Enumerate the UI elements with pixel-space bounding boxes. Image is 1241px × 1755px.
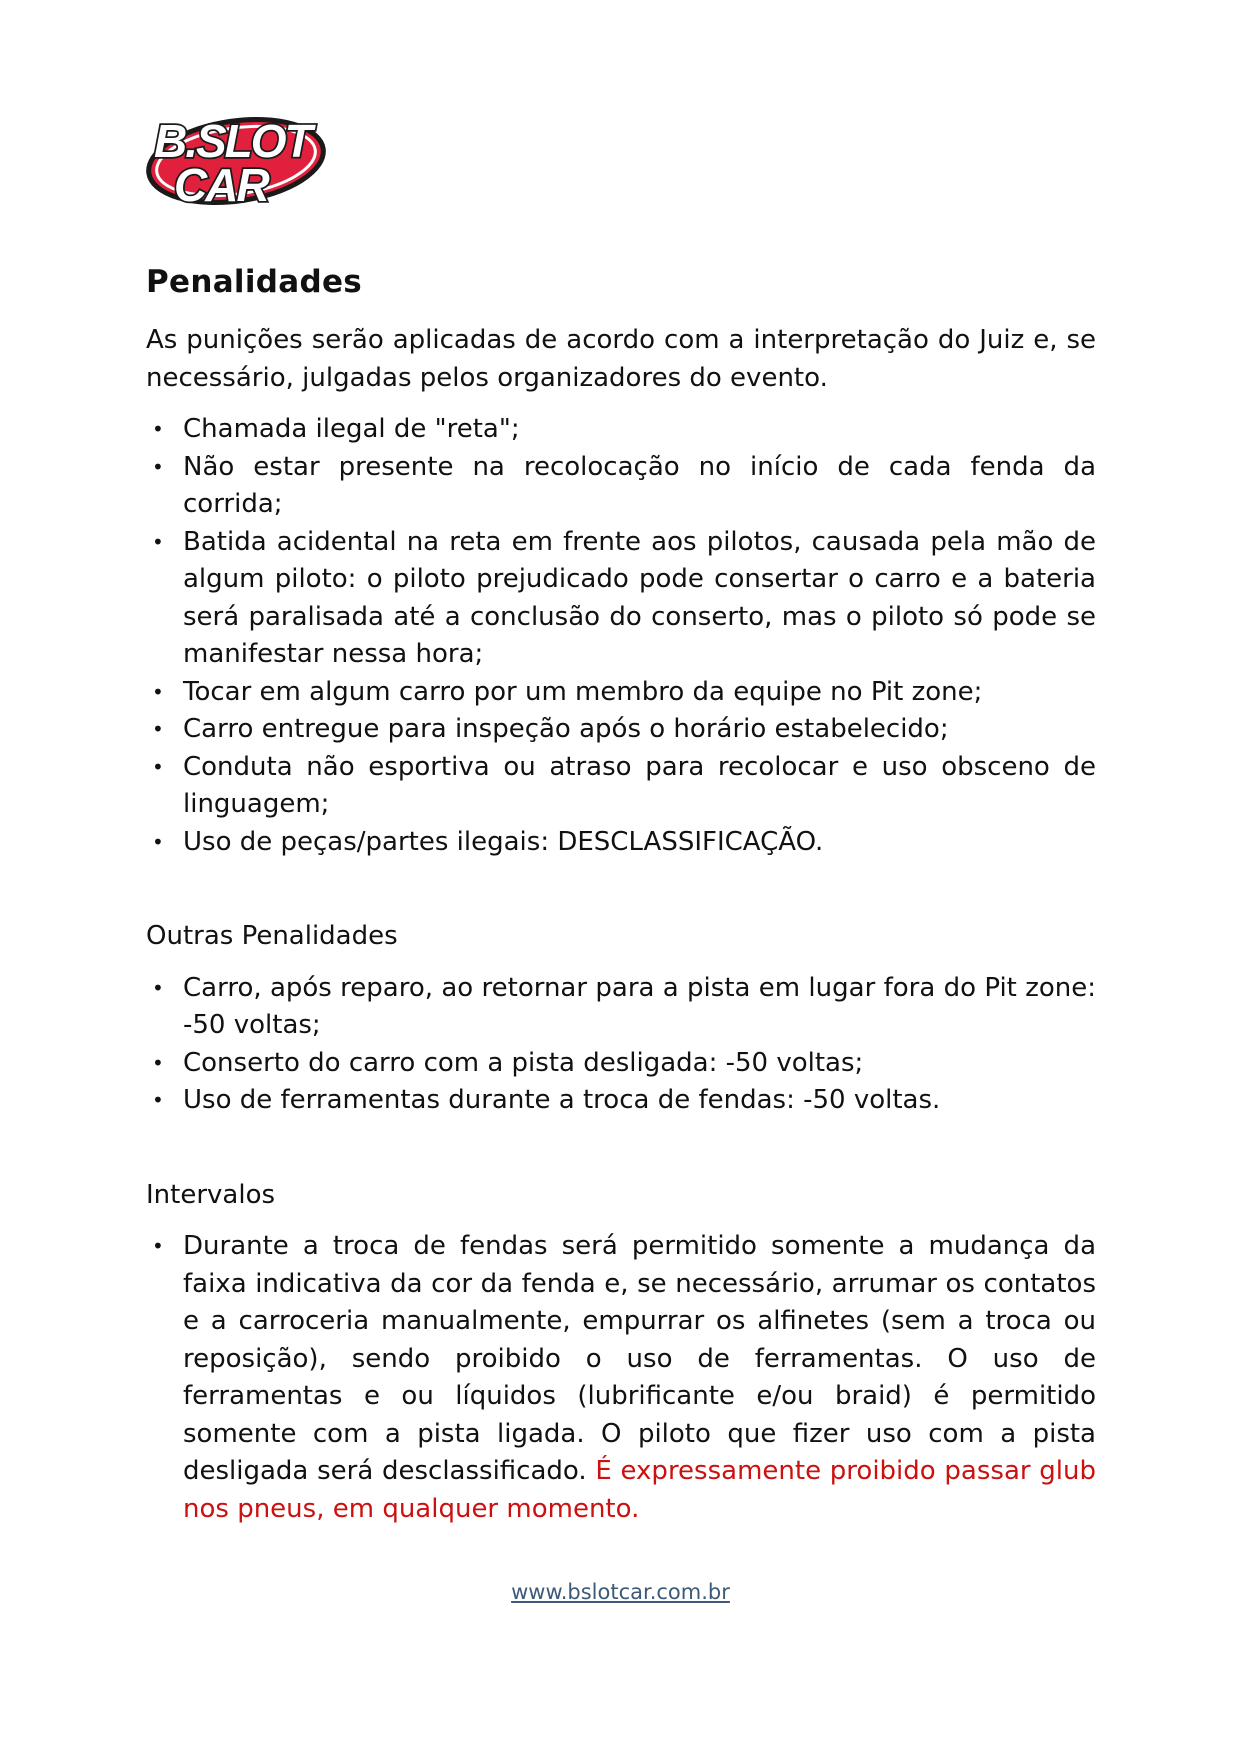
bullet-icon: •: [152, 1088, 164, 1112]
list-item-text: Uso de peças/partes ilegais: DESCLASSIFICAÇÃO.: [183, 826, 824, 857]
list-item-text: Não estar presente na recolocação no início de cada fenda da corrida;: [183, 451, 1096, 519]
list-item: [146, 674, 1096, 712]
bullet-icon: •: [152, 754, 164, 779]
list-item: [146, 1082, 1096, 1120]
penalties-list: [146, 411, 1096, 861]
bullet-icon: •: [152, 529, 164, 554]
bullet-icon: •: [152, 717, 164, 741]
bullet-icon: •: [152, 679, 164, 704]
other-penalties-list: [146, 970, 1096, 1120]
intro-paragraph: As punições serão aplicadas de acordo com a interpretação do Juiz e, se necessário, julgadas pelos organizadores do evento.: [146, 325, 1096, 393]
list-item: [146, 524, 1096, 674]
list-item: [146, 1045, 1096, 1083]
list-item-text: Uso de ferramentas durante a troca de fendas: -50 voltas.: [183, 1085, 941, 1115]
svg-text:B.SLOT: B.SLOT: [154, 115, 311, 167]
page-title: Penalidades: [146, 264, 363, 300]
bslotcar-logo-graphic: [144, 105, 334, 211]
bslotcar-logo: [144, 105, 334, 211]
bullet-icon: •: [152, 1050, 164, 1075]
list-item-text: Conserto do carro com a pista desligada: -50 voltas;: [183, 1047, 864, 1078]
list-item: [146, 711, 1096, 749]
warning-text: É expressamente proibido passar glub nos pneus, em qualquer momento.: [183, 1456, 1096, 1524]
list-item-text: Carro, após reparo, ao retornar para a pista em lugar fora do Pit zone: -50 voltas;: [183, 972, 1096, 1040]
bullet-icon: •: [152, 975, 164, 1000]
list-item-text: Batida acidental na reta em frente aos pilotos, causada pela mão de algum piloto: o piloto prejudicado pode consertar o carro e a bateria será paralisada até a conclusão do conserto, mas o piloto só pode se manifestar nessa hora;: [183, 526, 1096, 669]
list-item-text: Tocar em algum carro por um membro da equipe no Pit zone;: [183, 676, 983, 707]
bullet-icon: •: [152, 417, 164, 441]
document-body: [146, 262, 1096, 1528]
list-item-text: Conduta não esportiva ou atraso para recolocar e uso obsceno de linguagem;: [183, 751, 1096, 819]
list-item-text: Durante a troca de fendas será permitido somente a mudança da faixa indicativa da cor da fenda e, se necessário, arrumar os contatos e a carroceria manualmente, empurrar os alfinetes (sem a troca ou reposição), sendo proibido o uso de ferramentas. O uso de ferramentas e ou líquidos (lubrificante e/ou braid) é permitido somente com a pista ligada. O piloto que fizer uso com a pista desligada será desclassificado.: [183, 1231, 1096, 1486]
intervals-list: [146, 1228, 1096, 1528]
list-item: [146, 411, 1096, 449]
list-item: [146, 1228, 1096, 1528]
bullet-icon: •: [152, 829, 164, 854]
section-spacer: [146, 1120, 1096, 1177]
svg-text:CAR: CAR: [174, 159, 268, 211]
list-item: [146, 824, 1096, 862]
section-heading-other-penalties: Outras Penalidades: [146, 921, 398, 951]
list-item: [146, 449, 1096, 524]
section-spacer: [146, 861, 1096, 918]
section-heading-intervals: Intervalos: [146, 1179, 276, 1210]
bullet-icon: •: [152, 1234, 164, 1258]
list-item: [146, 749, 1096, 824]
list-item-text: Carro entregue para inspeção após o horário estabelecido;: [183, 714, 949, 744]
bullet-icon: •: [152, 454, 164, 479]
list-item-text: Chamada ilegal de "reta";: [183, 414, 520, 444]
list-item: [146, 970, 1096, 1045]
footer-website-link[interactable]: www.bslotcar.com.br: [511, 1580, 730, 1604]
